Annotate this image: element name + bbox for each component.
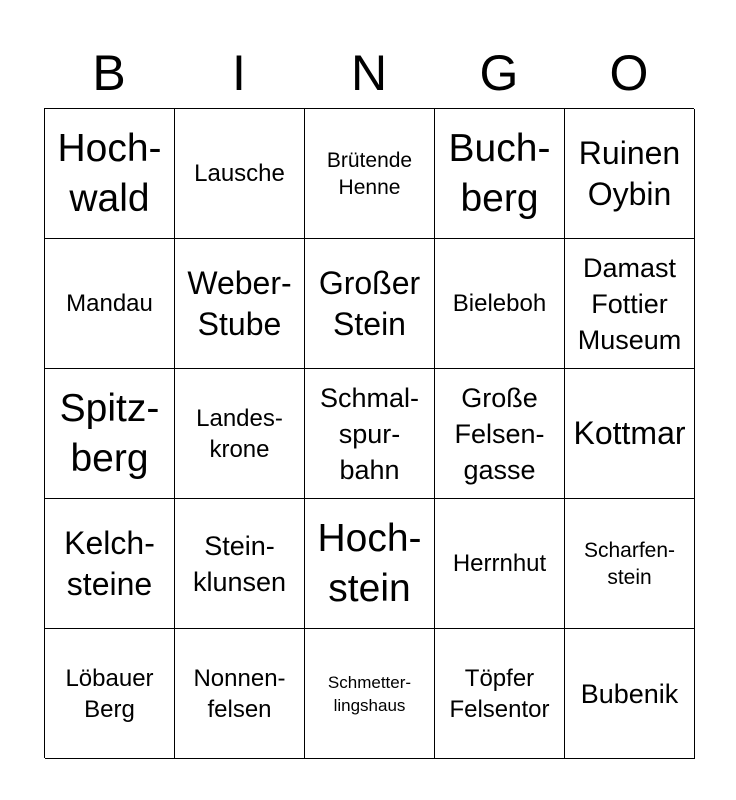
- bingo-cell-label: Löbauer Berg: [65, 664, 154, 723]
- bingo-cell-label: Nonnen- felsen: [193, 664, 286, 723]
- bingo-cell[interactable]: [565, 629, 695, 759]
- bingo-cell[interactable]: [565, 499, 695, 629]
- header-letter-o: O: [609, 45, 649, 101]
- bingo-cell-label: Hoch- wald: [57, 126, 162, 220]
- bingo-cell[interactable]: [305, 369, 435, 499]
- bingo-cell-label: Kelch- steine: [64, 524, 155, 602]
- bingo-cell-label: Stein- klunsen: [192, 530, 287, 597]
- bingo-cell[interactable]: [45, 369, 175, 499]
- bingo-cell-label: Weber- Stube: [187, 264, 292, 342]
- header-letter-n: N: [350, 45, 388, 101]
- bingo-cell[interactable]: [305, 499, 435, 629]
- bingo-cell[interactable]: [435, 629, 565, 759]
- bingo-cell[interactable]: [435, 369, 565, 499]
- bingo-cell[interactable]: [305, 239, 435, 369]
- bingo-cell[interactable]: [175, 629, 305, 759]
- bingo-cell[interactable]: [45, 109, 175, 239]
- bingo-cell-label: Bubenik: [580, 678, 679, 709]
- bingo-cell-label: Damast Fottier Museum: [577, 252, 682, 355]
- header-letter-g: G: [479, 45, 519, 101]
- bingo-cell-label: Bieleboh: [452, 290, 547, 317]
- bingo-cell[interactable]: [565, 369, 695, 499]
- bingo-cell-label: Lausche: [194, 160, 285, 187]
- bingo-cell-label: Buch- berg: [448, 126, 551, 220]
- bingo-cell-label: Herrnhut: [452, 550, 547, 577]
- header-letter-b: B: [92, 45, 126, 101]
- bingo-cell[interactable]: [45, 499, 175, 629]
- bingo-cell[interactable]: [435, 239, 565, 369]
- bingo-board: [44, 108, 694, 758]
- bingo-cell[interactable]: [435, 499, 565, 629]
- bingo-cell[interactable]: [175, 239, 305, 369]
- bingo-cell-label: Landes- krone: [196, 404, 283, 463]
- bingo-cell-label: Hoch- stein: [317, 516, 422, 610]
- bingo-cell-label: Schmal- spur- bahn: [319, 382, 420, 485]
- bingo-cell-label: Große Felsen- gasse: [454, 382, 545, 485]
- bingo-cell[interactable]: [175, 499, 305, 629]
- bingo-cell[interactable]: [305, 109, 435, 239]
- bingo-cell-label: Scharfen- stein: [583, 538, 676, 589]
- bingo-cell[interactable]: [175, 109, 305, 239]
- bingo-cell-label: Spitz- berg: [59, 386, 160, 480]
- bingo-cell-label: Schmetter- lingshaus: [327, 672, 412, 715]
- bingo-cell[interactable]: [565, 239, 695, 369]
- bingo-cell[interactable]: [45, 629, 175, 759]
- bingo-cell-label: Großer Stein: [318, 264, 421, 342]
- bingo-cell[interactable]: [565, 109, 695, 239]
- bingo-cell[interactable]: [305, 629, 435, 759]
- bingo-cell-label: Brütende Henne: [326, 148, 413, 199]
- bingo-cell[interactable]: [435, 109, 565, 239]
- bingo-cell[interactable]: [45, 239, 175, 369]
- bingo-cell-label: Töpfer Felsentor: [449, 664, 550, 723]
- bingo-cell-label: Mandau: [66, 290, 153, 317]
- bingo-cell-label: Ruinen Oybin: [578, 134, 681, 212]
- bingo-cell-label: Kottmar: [573, 415, 686, 451]
- header-letter-i: I: [232, 45, 246, 101]
- bingo-cell[interactable]: [175, 369, 305, 499]
- bingo-header: [44, 38, 694, 108]
